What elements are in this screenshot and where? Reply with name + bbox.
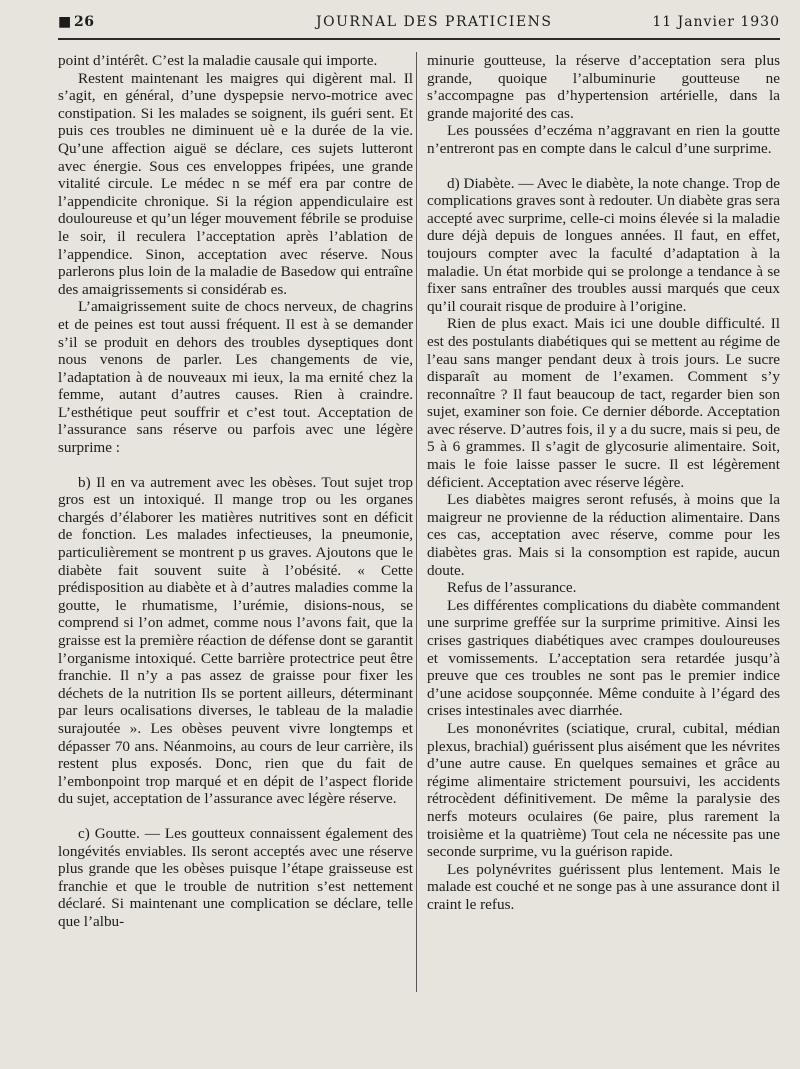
paragraph: Les poussées d’eczéma n’aggravant en rien la goutte n’entreront pas en compte dans le calcul d’une surprime.: [427, 122, 780, 157]
page-number: 26: [74, 14, 95, 30]
paragraph: point d’intérêt. C’est la maladie causale qui importe.: [58, 52, 378, 69]
paragraph: Les polynévrites guérissent plus lentement. Mais le malade est couché et ne songe pas à une assurance dont il craint le refus.: [427, 860, 780, 913]
paragraph: c) Goutte. — Les goutteux connaissent également des longévités enviables. Ils seront acceptés avec une réserve plus grande que les obèses puisque l’étape graisseuse est franchie et que le trouble de nutrition s’est nettement déclaré. Si maintenant une complication se déclare, telle que l’albu-: [58, 824, 413, 930]
issue-date: 11 Janvier 1930: [652, 14, 780, 30]
page-header: [58, 14, 780, 36]
journal-title: JOURNAL DES PRATICIENS: [316, 14, 553, 30]
paragraph: Restent maintenant les maigres qui digèrent mal. Il s’agit, en général, d’une dyspepsie nervo-motrice avec constipation. Si les malades se soignent, ils guéri sent. Et puis ces troubles ne diminuent uè e la durée de la vie. Qu’une affection aiguë se déclare, ces sujets lutteront avec énergie. Sous ces enveloppes fripées, une grande vitalité circule. Le médec n se méf era par contre de l’appendicite chronique. Si la région appendiculaire est douloureuse et qu’un léger mouvement fébrile se produise le soir, il reculera l’acceptation après l’ablation de l’appendice. Sinon, acceptation avec réserve. Nous parlerons plus loin de la maladie de Basedow qui entraîne des amaigrissements si considérab es.: [58, 69, 413, 298]
paragraph: b) Il en va autrement avec les obèses. Tout sujet trop gros est un intoxiqué. Il mange trop ou les organes chargés d’élaborer les matières nutritives sont en déficit de fonction. Les malades infectieuses, la pneumonie, particulièrement se montrent p us graves. Ajoutons que le diabète fait souvent suite à l’obésité. « Cette prédisposition au diabète et à d’autres maladies comme la goutte, le rhumatisme, l’urémie, disions-nous, se comprend si l’on admet, comme nous l’avons fait, que la graisse est la première réaction de défense dont se garantit l’organisme intoxiqué. Cette barrière protectrice peut être franchie. Il n’y a pas assez de graisse pour fixer les déchets de la nutrition Ils se portent ailleurs, déterminant par leurs ocalisations diverses, le tableau de la maladie surajoutée ». Les obèses peuvent vivre longtemps et dépasser 70 ans. Néanmoins, au cours de leur carrière, ils restent plus exposés. Donc, rien que du fait de l’embonpoint trop marqué et en dépit de l’aspect floride du sujet, acceptation de l’assurance avec légère réserve.: [58, 473, 413, 808]
paragraph: Les mononévrites (sciatique, crural, cubital, médian plexus, brachial) guérissent plus aisément que les névrites d’une autre cause. En quelques semaines et grâce au régime alimentaire strictement poursuivi, les accidents rétrocèdent définitivement. De même la paralysie des nerfs moteurs oculaires (6e paire, plus rarement la troisième et la quatrième) Tout cela ne nécessite pas une seconde surprime, vu la guérison rapide.: [427, 719, 780, 861]
header-rule: [58, 38, 780, 40]
paragraph: Les diabètes maigres seront refusés, à moins que la maigreur ne provienne de la réduction alimentaire. Dans ces cas, acceptation avec réserve, comme pour les diabètes gras. Mais si la consomption est rapide, aucun doute.: [427, 491, 780, 579]
paragraph: minurie goutteuse, la réserve d’acceptation sera plus grande, quoique l’albuminurie goutteuse ne s’accompagne pas d’hypertension artérielle, dans la grande majorité des cas.: [427, 52, 780, 122]
paragraph: Les différentes complications du diabète commandent une surprime greffée sur la surprime primitive. Ainsi les crises gastriques diabétiques avec crampes douloureuses et vomissements. L’acceptation sera retardée jusqu’à preuve que ces troubles ne sont pas le premier indice d’une acidose soupçonnée. Même conduite à l’égard des crises intestinales avec diarrhée.: [427, 596, 780, 720]
column-divider: [416, 52, 417, 992]
paragraph: d) Diabète. — Avec le diabète, la note change. Trop de complications graves sont à redouter. Un diabète gras sera accepté avec surprime, celle-ci moins élevée si la maladie dure déjà depuis de longues années. Il faut, en effet, toujours compter avec la faculté d’adaptation à la maladie. Un état morbide qui se prolonge a tendance à se fixer sans entraîner des troubles aussi marqués que ceux qu’il courait risque de produire à l’origine.: [427, 174, 780, 315]
paragraph: L’amaigrissement suite de chocs nerveux, de chagrins et de peines est tout aussi fréquent. Il est à se demander s’il se produit en dehors des troubles dyseptiques dont nous venons de parler. Les changements de vie, l’adaptation à de nouveaux mi ieux, la ma ernité chez la femme, autant d’autres causes. Rien à craindre. L’esthétique peut souffrir et c’est tout. Acceptation de l’assurance sans réserve ou parfois avec une légère surprime :: [58, 298, 413, 457]
right-column: [427, 52, 780, 914]
corner-mark: ■: [58, 14, 72, 30]
left-column: [58, 52, 413, 931]
paragraph: Rien de plus exact. Mais ici une double difficulté. Il est des postulants diabétiques qui se mettent au régime de l’eau sans manger pendant deux à trois jours. Le sucre disparaît au moment de l’examen. Comment s’y reconnaître ? Il faut beaucoup de tact, regarder bien son sujet, examiner son foie. Ce dernier déborde. Acceptation avec réserve. D’autres fois, il y a du sucre, mais si peu, de 5 à 6 grammes. Il s’agit de glycosurie alimentaire. Soit, mais le foie laisse passer le sucre. Il est légèrement déficient. Acceptation avec réserve légère.: [427, 315, 780, 491]
paragraph: Refus de l’assurance.: [447, 579, 577, 597]
